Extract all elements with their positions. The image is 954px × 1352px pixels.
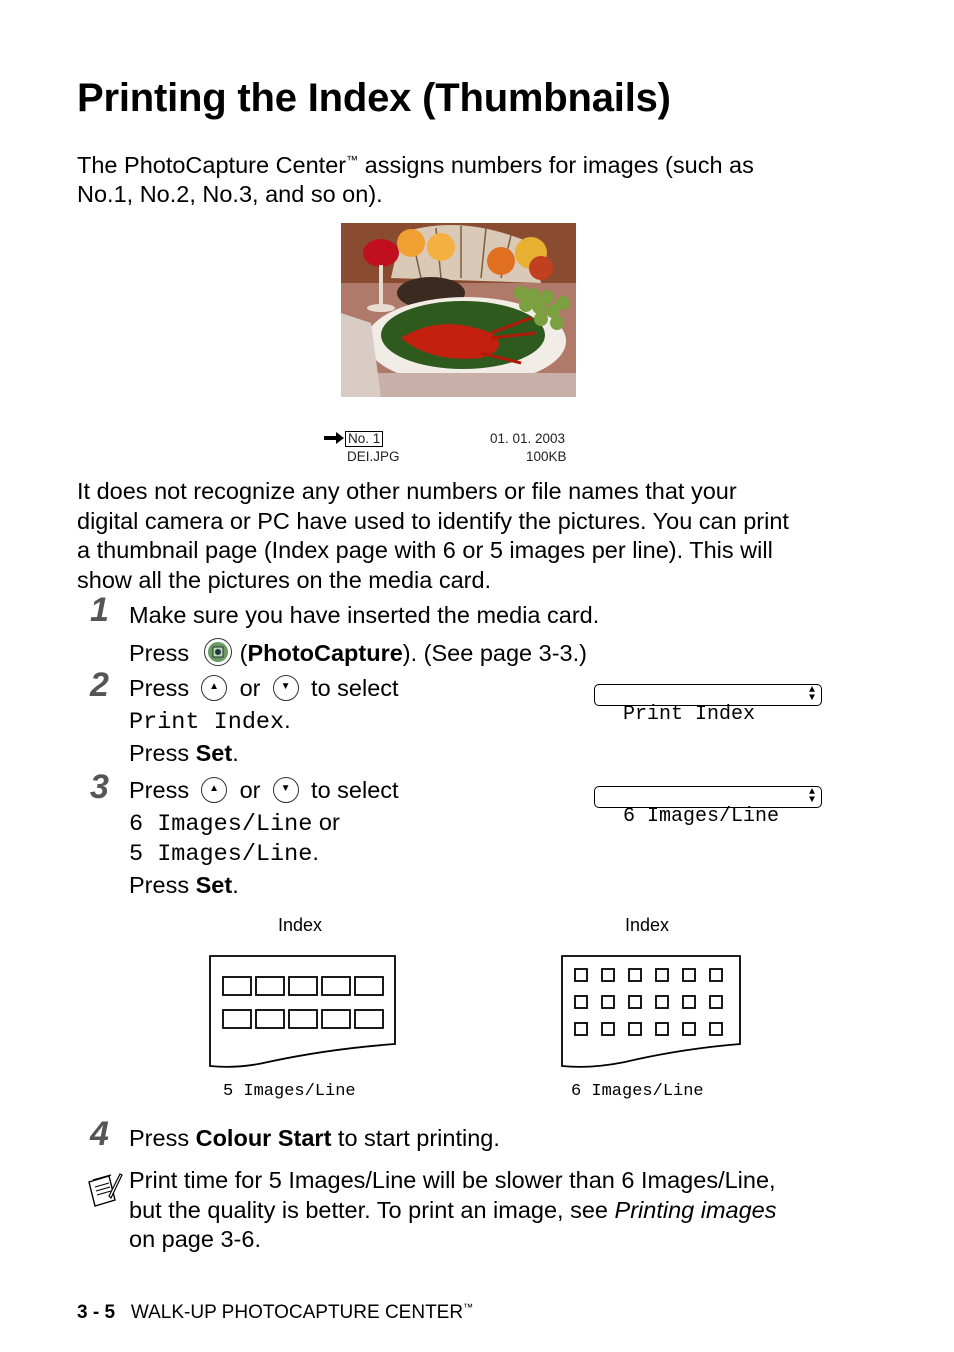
index-label-right: Index: [625, 915, 670, 935]
photocapture-label: PhotoCapture: [247, 640, 403, 666]
photocapture-button-icon[interactable]: [204, 638, 232, 666]
step-number: 2: [90, 666, 109, 704]
to-select-text: to select: [311, 777, 399, 803]
set-label: Set: [195, 872, 233, 898]
page-title: Printing the Index (Thumbnails): [77, 76, 671, 120]
note-line-3: on page 3-6.: [129, 1226, 261, 1252]
period: .: [312, 839, 319, 865]
to-start-text: to start printing.: [331, 1125, 500, 1151]
photo-number: No. 1: [345, 431, 383, 447]
footer-trademark: ™: [463, 1302, 474, 1314]
step1-text: Make sure you have inserted the media card.: [129, 602, 600, 628]
intro-text-1a: The PhotoCapture Center: [77, 151, 347, 178]
paren-open: (: [239, 640, 248, 666]
step3-option-line-1: [129, 808, 340, 840]
index-label-left: Index: [278, 915, 323, 935]
photo-date: 01. 01. 2003: [490, 431, 566, 446]
or-text: or: [312, 809, 340, 835]
option-6-images: 6 Images/Line: [129, 811, 313, 838]
press-text: Press: [129, 640, 190, 666]
photo-size: 100KB: [526, 449, 567, 464]
note-line-1: Print time for 5 Images/Line will be slower than 6 Images/Line,: [129, 1167, 776, 1193]
press-text: Press: [129, 740, 196, 766]
press-text: Press: [129, 675, 190, 701]
or-text: or: [239, 777, 261, 803]
or-text: or: [239, 675, 261, 701]
step-number: 4: [90, 1115, 109, 1153]
index-caption-left: 5 Images/Line: [223, 1082, 356, 1101]
step-number: 1: [90, 591, 109, 629]
set-label: Set: [195, 740, 233, 766]
updown-arrows-icon: ▲ ▼: [808, 787, 815, 806]
pointer-arrow-icon: [324, 431, 344, 449]
intro-text-2: No.1, No.2, No.3, and so on).: [77, 181, 383, 208]
to-select-text: to select: [311, 675, 399, 701]
period: .: [284, 707, 291, 733]
updown-arrows-icon: ▲ ▼: [808, 685, 815, 704]
page-footer: [77, 1302, 473, 1324]
step3-press-line: [129, 776, 399, 806]
photo-filename: DEI.JPG: [347, 449, 400, 464]
lcd-display-images-per-line: [594, 786, 822, 828]
step2-option-line: [129, 706, 291, 738]
printing-images-link[interactable]: Printing images: [614, 1196, 777, 1223]
step2-press-line: [129, 674, 399, 704]
step2-set-line: Press Set.: [129, 740, 239, 766]
up-arrow-button-icon[interactable]: ▲: [201, 675, 227, 701]
index-5-per-line-diagram: [208, 954, 398, 1074]
desc-line: It does not recognize any other numbers or file names that your: [77, 478, 737, 504]
see-page-text: ). (See page 3-3.): [402, 640, 587, 666]
option-print-index: Print Index: [129, 709, 285, 736]
lcd-text: Print Index: [623, 703, 756, 726]
colour-start-label: Colour Start: [195, 1125, 332, 1151]
desc-line: digital camera or PC have used to identify the pictures. You can print: [77, 507, 789, 534]
press-text: Press: [129, 777, 190, 803]
step3-set-line: Press Set.: [129, 872, 239, 898]
index-6-per-line-diagram: [560, 954, 744, 1074]
press-text: Press: [129, 1125, 196, 1151]
description-paragraph: [77, 477, 789, 595]
page-number: 3 - 5: [77, 1302, 116, 1323]
lcd-text: 6 Images/Line: [623, 805, 780, 828]
intro-text-1b: assigns numbers for images (such as: [358, 151, 754, 178]
desc-line: a thumbnail page (Index page with 6 or 5 images per line). This will: [77, 537, 773, 563]
up-arrow-button-icon[interactable]: ▲: [201, 777, 227, 803]
step4-text: [129, 1124, 500, 1154]
trademark: ™: [346, 153, 359, 167]
intro-paragraph: [77, 146, 754, 210]
index-caption-right: 6 Images/Line: [571, 1082, 704, 1101]
press-text: Press: [129, 872, 196, 898]
note-pad-icon: [85, 1170, 123, 1208]
desc-line: show all the pictures on the media card.: [77, 566, 492, 593]
lcd-display-print-index: [594, 684, 822, 726]
step3-option-line-2: [129, 838, 319, 870]
sample-photo: [341, 223, 576, 397]
step1-press-line: [129, 638, 587, 669]
note-line-2: [129, 1196, 777, 1226]
note-paragraph: [129, 1166, 777, 1255]
down-arrow-button-icon[interactable]: ▼: [273, 777, 299, 803]
option-5-images: 5 Images/Line: [129, 841, 313, 868]
down-arrow-button-icon[interactable]: ▼: [273, 675, 299, 701]
step-number: 3: [90, 768, 109, 806]
note-text: but the quality is better. To print an image, see: [129, 1196, 615, 1223]
section-name: WALK-UP PHOTOCAPTURE CENTER: [130, 1302, 464, 1323]
